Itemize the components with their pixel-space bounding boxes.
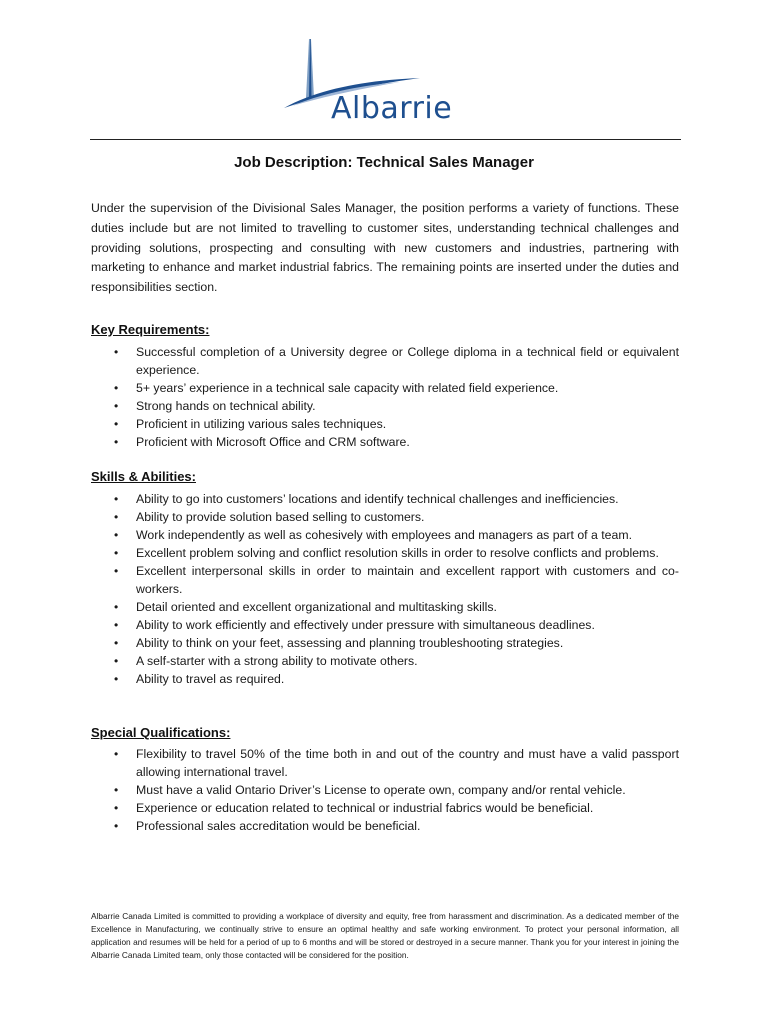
list-item: • Flexibility to travel 50% of the time both in and out of the country and must have a valid passport allowing international travel.	[114, 747, 679, 779]
bullet-icon: •	[114, 600, 119, 614]
bullet-icon: •	[114, 528, 119, 542]
list-item: • Strong hands on technical ability.	[114, 399, 316, 413]
section-heading-special-qualifications: Special Qualifications:	[91, 725, 231, 740]
list-item: • Excellent problem solving and conflict resolution skills in order to resolve conflicts and problems.	[114, 546, 659, 560]
list-item: • Ability to travel as required.	[114, 672, 285, 686]
list-item: • Experience or education related to technical or industrial fabrics would be beneficial.	[114, 801, 594, 815]
skills-abilities-list	[91, 490, 679, 688]
list-item: • Ability to think on your feet, assessing and planning troubleshooting strategies.	[114, 636, 564, 650]
list-item: • Must have a valid Ontario Driver’s License to operate own, company and/or rental vehicle.	[114, 783, 626, 797]
section-heading-skills-abilities: Skills & Abilities:	[91, 469, 196, 484]
list-item: • Ability to go into customers’ locations and identify technical challenges and inefficiencies.	[114, 492, 619, 506]
list-item: • A self-starter with a strong ability to motivate others.	[114, 654, 418, 668]
list-item: • Work independently as well as cohesively with employees and managers as part of a team.	[114, 528, 633, 542]
bullet-icon: •	[114, 546, 119, 560]
header-divider	[90, 139, 681, 140]
intro-paragraph: Under the supervision of the Divisional Sales Manager, the position performs a variety of functions. These duties include but are not limited to travelling to customer sites, understanding technical challenges and providing solutions, prospecting and consulting with new customers and industries, partnering with marketing to enhance and market industrial fabrics. The remaining points are inserted under the duties and responsibilities section.	[91, 201, 679, 295]
bullet-icon: •	[114, 783, 119, 797]
section-heading-key-requirements: Key Requirements:	[91, 322, 210, 337]
bullet-icon: •	[114, 399, 119, 413]
key-requirements-list	[91, 343, 679, 451]
list-item: • Successful completion of a University degree or College diploma in a technical field or equivalent experience.	[114, 345, 679, 377]
bullet-icon: •	[114, 564, 119, 578]
list-item: • Excellent interpersonal skills in order to maintain and excellent rapport with customers and co-workers.	[114, 564, 679, 596]
albarrie-logo	[280, 36, 490, 126]
bullet-icon: •	[114, 417, 119, 431]
logo-wordmark: Albarrie	[331, 91, 453, 126]
bullet-icon: •	[114, 510, 119, 524]
list-item: • Proficient with Microsoft Office and CRM software.	[114, 435, 410, 449]
list-item: • Detail oriented and excellent organizational and multitasking skills.	[114, 600, 497, 614]
list-item: • Ability to work efficiently and effectively under pressure with simultaneous deadlines.	[114, 618, 595, 632]
equity-statement: Albarrie Canada Limited is committed to providing a workplace of diversity and equity, free from harassment and discrimination. As a dedicated member of the Excellence in Manufacturing, we continually strive to ensure an optimal healthy and safe working environment. To protect your personal information, all application and resumes will be held for a period of up to 6 months and will be stored or destroyed in a secure manner. Thank you for your interest in joining the Albarrie Canada Limited team, only those contacted will be considered for the position.	[91, 911, 679, 960]
bullet-icon: •	[114, 801, 119, 815]
bullet-icon: •	[114, 747, 119, 761]
document-title: Job Description: Technical Sales Manager	[234, 154, 534, 171]
bullet-icon: •	[114, 636, 119, 650]
list-item: • Proficient in utilizing various sales techniques.	[114, 417, 387, 431]
bullet-icon: •	[114, 345, 119, 359]
list-item: • Ability to provide solution based selling to customers.	[114, 510, 425, 524]
bullet-icon: •	[114, 435, 119, 449]
list-item: • Professional sales accreditation would be beneficial.	[114, 819, 421, 833]
bullet-icon: •	[114, 672, 119, 686]
bullet-icon: •	[114, 492, 119, 506]
special-qualifications-list	[91, 745, 679, 835]
bullet-icon: •	[114, 654, 119, 668]
bullet-icon: •	[114, 381, 119, 395]
list-item: • 5+ years’ experience in a technical sale capacity with related field experience.	[114, 381, 559, 395]
bullet-icon: •	[114, 618, 119, 632]
bullet-icon: •	[114, 819, 119, 833]
